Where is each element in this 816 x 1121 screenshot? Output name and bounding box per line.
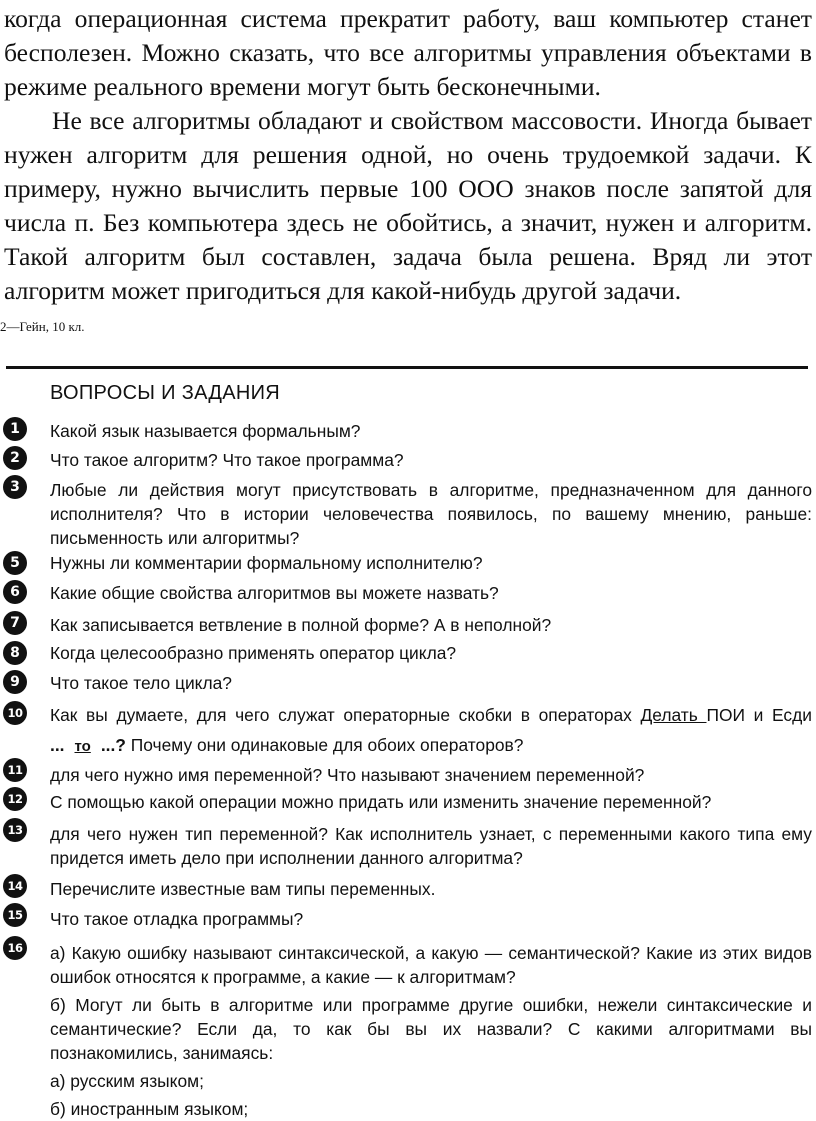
question-7: Как записывается ветвление в полной форме? А в неполной?: [50, 615, 552, 635]
number-badge-icon: 5: [3, 551, 27, 575]
keyword-delat: Делать: [640, 705, 707, 725]
question-16-sub-a: а) русским языком;: [50, 1071, 204, 1091]
question-2: Что такое алгоритм? Что такое программа?: [50, 450, 404, 470]
question-16-sub-b: б) иностранным языком;: [50, 1099, 249, 1119]
question-10-text-b: ПОИ и Есди: [706, 705, 812, 725]
question-10-text-c: Почему они одинаковые для обоих операторов?: [125, 735, 524, 755]
number-badge-icon: 6: [3, 580, 27, 604]
keyword-to: то: [74, 738, 91, 755]
number-badge-icon: 13: [3, 818, 27, 842]
section-divider: [6, 366, 808, 369]
number-badge-icon: 11: [3, 758, 27, 782]
page-footnote: 2—Гейн, 10 кл.: [0, 319, 85, 334]
ellipsis-1: ...: [50, 735, 65, 755]
number-badge-icon: 15: [3, 903, 27, 927]
question-13: для чего нужен тип переменной? Как исполнитель узнает, с переменными какого типа ему придется иметь дело при исполнении данного алгоритма?: [50, 824, 812, 868]
number-badge-icon: 3: [3, 475, 27, 499]
question-16: [50, 941, 812, 1121]
section-title: ВОПРОСЫ И ЗАДАНИЯ: [50, 382, 281, 404]
question-15: Что такое отладка программы?: [50, 909, 304, 929]
question-11: для чего нужно имя переменной? Что называют значением переменной?: [50, 765, 645, 785]
question-1: Какой язык называется формальным?: [50, 421, 361, 441]
question-5: Нужны ли комментарии формальному исполнителю?: [50, 553, 483, 573]
paragraph-2: Не все алгоритмы обладают и свойством массовости. Иногда бывает нужен алгоритм для решения одной, но очень трудоемкой задачи. К примеру, нужно вычислить первые 100 ООО знаков после запятой для числа п. Без компьютера здесь не обойтись, а значит, нужен и алгоритм. Такой алгоритм был составлен, задача была решена. Вряд ли этот алгоритм может пригодиться для какой-нибудь другой задачи.: [4, 106, 812, 305]
question-16-part-a: а) Какую ошибку называют синтаксической, а какую — семантической? Какие из этих видов ошибок относятся к программе, а какие — к алгоритмам?: [50, 943, 812, 987]
question-6: Какие общие свойства алгоритмов вы можете назвать?: [50, 583, 499, 603]
number-badge-icon: 12: [3, 787, 27, 811]
number-badge-icon: 14: [3, 874, 27, 898]
number-badge-icon: 10: [3, 701, 27, 725]
question-8: Когда целесообразно применять оператор цикла?: [50, 643, 457, 663]
number-badge-icon: 8: [3, 641, 27, 665]
question-12: С помощью какой операции можно придать или изменить значение переменной?: [50, 792, 712, 812]
question-9: Что такое тело цикла?: [50, 673, 232, 693]
question-14: Перечислите известные вам типы переменных.: [50, 879, 436, 899]
question-3: Любые ли действия могут присутствовать в алгоритме, предназначенном для данного исполнителя? Что в истории человечества появилось, по вашему мнению, раньше: письменность или алгоритмы?: [50, 480, 812, 548]
question-10: [50, 700, 812, 762]
ellipsis-2: ...?: [100, 735, 126, 755]
question-16-part-b: б) Могут ли быть в алгоритме или программе другие ошибки, нежели синтаксические и семантические? Если да, то как бы вы их назвали? С какими алгоритмами вы познакомились, занимаясь:: [50, 995, 812, 1063]
number-badge-icon: 2: [3, 446, 27, 470]
body-text: [4, 2, 812, 308]
number-badge-icon: 1: [3, 417, 27, 441]
paragraph-1: когда операционная система прекратит работу, ваш компьютер станет бесполезен. Можно сказать, что все алгоритмы управления объектами в режиме реального времени могут быть бесконечными.: [4, 4, 812, 101]
number-badge-icon: 16: [3, 936, 27, 960]
number-badge-icon: 9: [3, 670, 27, 694]
number-badge-icon: 7: [3, 611, 27, 635]
question-10-text-a: Как вы думаете, для чего служат операторные скобки в операторах: [50, 705, 641, 725]
